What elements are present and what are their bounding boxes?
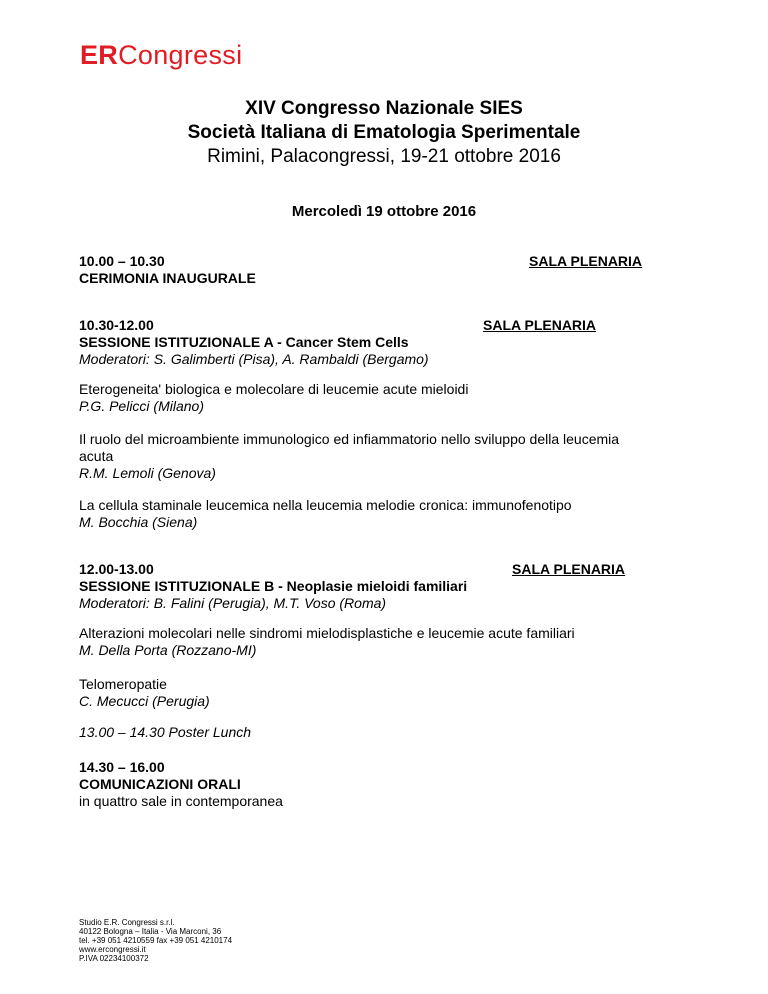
talk xyxy=(79,676,210,710)
talk xyxy=(79,625,575,659)
session-time: 10.00 – 10.30 xyxy=(79,253,165,269)
logo-er: ER xyxy=(80,40,119,70)
room-label: SALA PLENARIA xyxy=(512,561,626,577)
footer-company: Studio E.R. Congressi s.r.l. xyxy=(79,918,175,927)
session-moderators: Moderatori: S. Galimberti (Pisa), A. Rambaldi (Bergamo) xyxy=(79,351,429,367)
talk-title-cont: acuta xyxy=(79,448,114,464)
session-time: 10.30-12.00 xyxy=(79,317,154,333)
session-title: COMUNICAZIONI ORALI xyxy=(79,776,241,792)
session-time: 12.00-13.00 xyxy=(79,561,154,577)
talk-speaker: C. Mecucci (Perugia) xyxy=(79,693,210,709)
talk-speaker: M. Bocchia (Siena) xyxy=(79,514,198,530)
session-title: CERIMONIA INAUGURALE xyxy=(79,270,256,286)
footer-vat: P.IVA 02234100372 xyxy=(79,954,149,963)
session-time: 14.30 – 16.00 xyxy=(79,759,165,775)
footer-phone: tel. +39 051 4210559 fax +39 051 4210174 xyxy=(79,936,233,945)
session-oral xyxy=(79,759,283,810)
room-label: SALA PLENARIA xyxy=(483,317,597,333)
talk-title: Alterazioni molecolari nelle sindromi mielodisplastiche e leucemie acute familiari xyxy=(79,625,575,641)
session-title: SESSIONE ISTITUZIONALE A - Cancer Stem Cells xyxy=(79,334,409,350)
talk-title: Eterogeneita' biologica e molecolare di leucemie acute mieloidi xyxy=(79,381,469,397)
talk xyxy=(79,381,468,415)
footer-address: 40122 Bologna – Italia - Via Marconi, 36 xyxy=(79,927,222,936)
session-a xyxy=(79,317,429,368)
talk-speaker: M. Della Porta (Rozzano-MI) xyxy=(79,642,257,658)
venue-dates: Rimini, Palacongressi, 19-21 ottobre 2016 xyxy=(207,146,561,167)
talk-speaker: R.M. Lemoli (Genova) xyxy=(79,465,216,481)
talk xyxy=(79,431,619,482)
footer-website: www.ercongressi.it xyxy=(79,945,146,954)
session-note: in quattro sale in contemporanea xyxy=(79,793,283,809)
logo xyxy=(80,38,242,72)
talk xyxy=(79,497,572,531)
session-moderators: Moderatori: B. Falini (Perugia), M.T. Voso (Roma) xyxy=(79,595,387,611)
session-cerimonia xyxy=(79,253,256,287)
talk-title: Il ruolo del microambiente immunologico ed infiammatorio nello sviluppo della leucemia xyxy=(79,431,620,447)
session-title: SESSIONE ISTITUZIONALE B - Neoplasie mieloidi familiari xyxy=(79,578,468,594)
talk-speaker: P.G. Pelicci (Milano) xyxy=(79,398,205,414)
talk-title: Telomeropatie xyxy=(79,676,167,692)
room-label: SALA PLENARIA xyxy=(529,253,643,269)
poster-lunch: 13.00 – 14.30 Poster Lunch xyxy=(79,724,252,740)
congress-title: XIV Congresso Nazionale SIES xyxy=(245,98,523,119)
day-heading: Mercoledì 19 ottobre 2016 xyxy=(291,203,477,220)
logo-congressi: Congressi xyxy=(118,40,243,70)
society-name: Società Italiana di Ematologia Sperimentale xyxy=(187,122,581,143)
footer xyxy=(79,918,233,963)
session-b xyxy=(79,561,467,612)
talk-title: La cellula staminale leucemica nella leucemia melodie cronica: immunofenotipo xyxy=(79,497,572,513)
